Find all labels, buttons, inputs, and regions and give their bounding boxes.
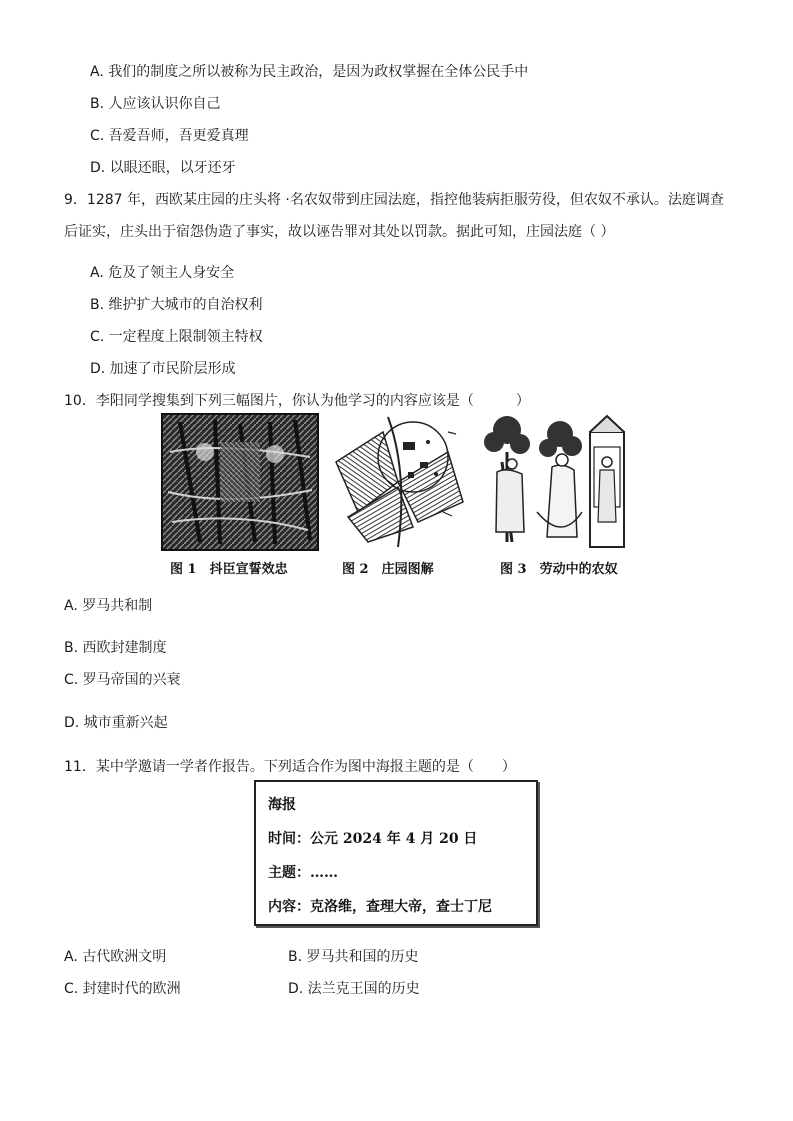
q9-option-b: B. 维护扩大城市的自治权利 — [90, 297, 263, 313]
q10-option-d: D. 城市重新兴起 — [64, 715, 168, 731]
q8-option-c: C. 吾爱吾师，吾更爱真理 — [90, 128, 249, 144]
q11-stem: 11．某中学邀请一学者作报告。下列适合作为图中海报主题的是（ ） — [64, 759, 516, 775]
poster-box — [254, 780, 538, 926]
q8-option-b: B. 人应该认识你自己 — [90, 96, 221, 112]
q8-option-a: A. 我们的制度之所以被称为民主政治，是因为政权掌握在全体公民手中 — [90, 64, 529, 80]
poster-time: 时间：公元 2024 年 4 月 20 日 — [268, 831, 478, 847]
q10-figure-strip — [160, 412, 636, 582]
figure-2-caption: 图 2 庄园图解 — [342, 562, 434, 577]
q9-stem-line2: 后证实，庄头出于宿怨伪造了事实，故以诬告罪对其处以罚款。据此可知，庄园法庭（ ） — [64, 224, 615, 240]
q11-option-a: A. 古代欧洲文明 — [64, 949, 167, 965]
q9-option-d: D. 加速了市民阶层形成 — [90, 361, 236, 377]
poster-theme: 主题：…… — [268, 865, 338, 881]
q11-option-b: B. 罗马共和国的历史 — [288, 949, 419, 965]
q9-stem-line1: 9．1287 年，西欧某庄园的庄头将 ·名农奴带到庄园法庭，指控他装病拒服劳役，但农奴不承认。法庭调查 — [64, 192, 724, 208]
figure-3-serfs-image — [482, 412, 632, 552]
figure-3-caption: 图 3 劳动中的农奴 — [500, 562, 618, 577]
q10-stem: 10．李阳同学搜集到下列三幅图片，你认为他学习的内容应该是（ ） — [64, 393, 530, 409]
q10-option-b: B. 西欧封建制度 — [64, 640, 167, 656]
q11-option-d: D. 法兰克王国的历史 — [288, 981, 420, 997]
q9-option-a: A. 危及了领主人身安全 — [90, 265, 235, 281]
figure-1-caption: 图 1 抖臣宣誓效忠 — [170, 562, 288, 577]
q10-option-c: C. 罗马帝国的兴衰 — [64, 672, 181, 688]
q10-option-a: A. 罗马共和制 — [64, 598, 153, 614]
q11-option-c: C. 封建时代的欧洲 — [64, 981, 181, 997]
figure-1-oath-image — [160, 412, 320, 552]
poster-content: 内容：克洛维，查理大帝，查士丁尼 — [268, 899, 492, 915]
poster-title: 海报 — [268, 797, 296, 813]
figure-2-manor-diagram — [328, 412, 468, 552]
q8-option-d: D. 以眼还眼，以牙还牙 — [90, 160, 236, 176]
q9-option-c: C. 一定程度上限制领主特权 — [90, 329, 263, 345]
